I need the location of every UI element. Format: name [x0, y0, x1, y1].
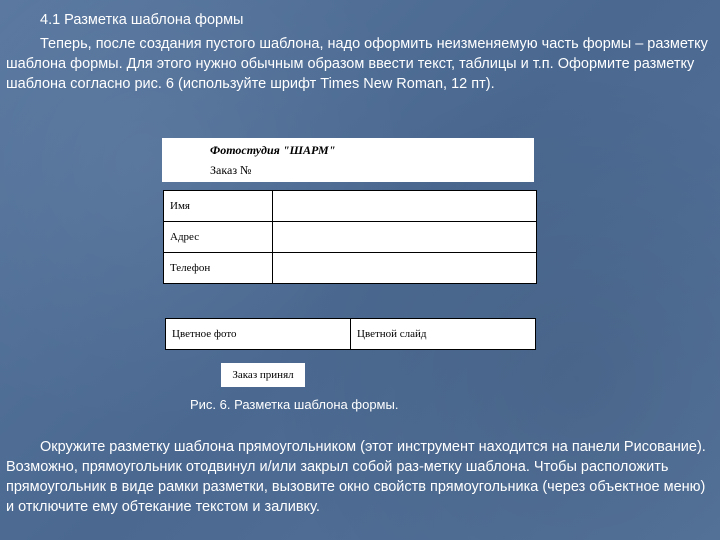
studio-title: Фотостудия "ШАРМ" [210, 143, 336, 157]
instructions-paragraph: Окружите разметку шаблона прямоугольником (этот инструмент находится на панели Рисование). Возможно, прямоугольник отодвинул и/или закрыл собой раз-метку шаблона. Чтобы расположить прямоугольник в виде рамки разметки, вызовите окно свойств прямоугольника (через объектное меню) и отключите ему обтекание текстом и заливку. [6, 439, 706, 515]
form-header [162, 138, 534, 182]
order-accepted-label: Заказ принял [221, 363, 305, 387]
row-label-phone: Телефон [164, 253, 273, 284]
figure-caption: Рис. 6. Разметка шаблона формы. [190, 397, 399, 412]
row-value-address[interactable] [273, 222, 537, 253]
intro-paragraph: Теперь, после создания пустого шаблона, надо оформить неизменяемую часть формы – разметку шаблона формы. Для этого нужно обычным образом ввести текст, таблицы и т.п. Оформите разметку шаблона согласно рис. 6 (используйте шрифт Times New Roman, 12 пт). [6, 36, 708, 92]
table-row [164, 191, 537, 222]
customer-info-table [163, 190, 537, 284]
table-row [164, 253, 537, 284]
color-slide-option[interactable]: Цветной слайд [351, 319, 536, 350]
section-heading: 4.1 Разметка шаблона формы [40, 12, 244, 28]
row-value-phone[interactable] [273, 253, 537, 284]
order-number-label: Заказ № [210, 163, 252, 177]
photo-type-table [165, 318, 536, 350]
row-value-name[interactable] [273, 191, 537, 222]
table-row [164, 222, 537, 253]
row-label-name: Имя [164, 191, 273, 222]
row-label-address: Адрес [164, 222, 273, 253]
color-photo-option[interactable]: Цветное фото [166, 319, 351, 350]
table-row [166, 319, 536, 350]
